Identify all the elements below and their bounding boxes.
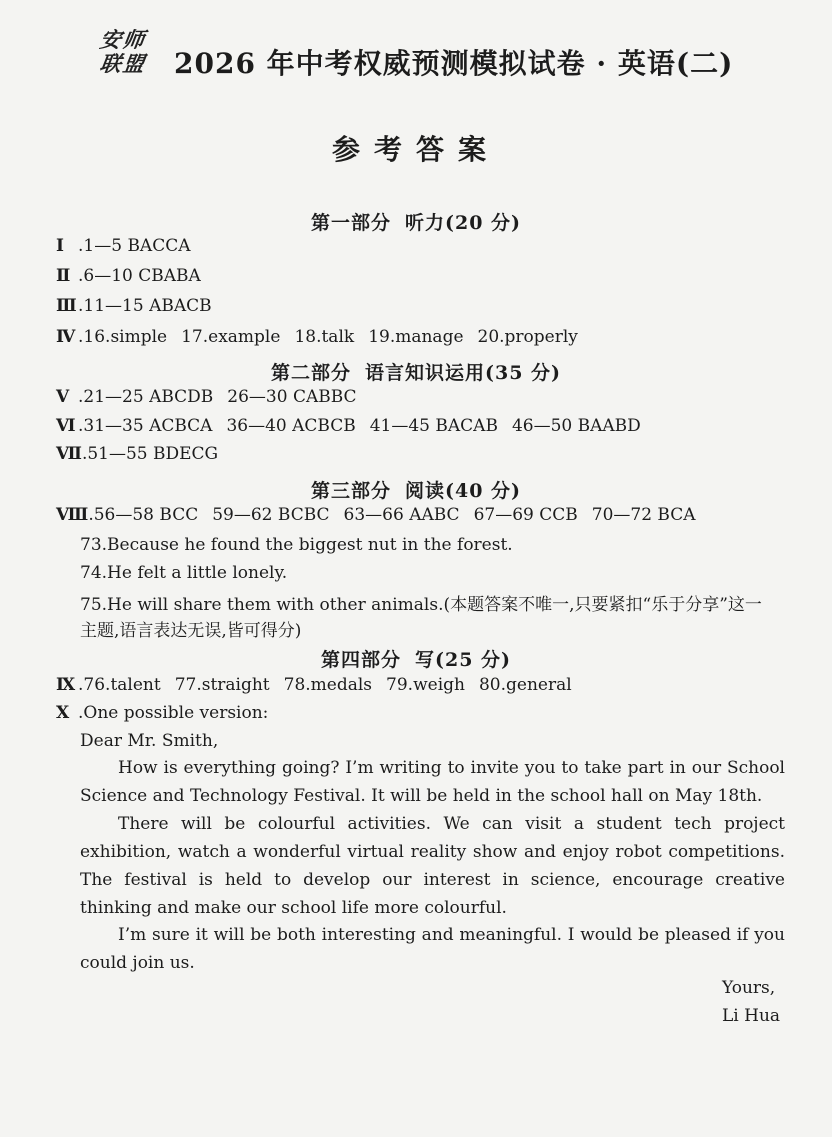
answer-75: 75.He will share them with other animals.(本题答案不唯一,只要紧扣“乐于分享”这一 [80,595,762,615]
answer-74: 74.He felt a little lonely. [80,563,288,583]
letter-closing: Yours, [722,978,776,998]
letter-paragraph-2: There will be colourful activities. We can visit a student tech project exhibition, watch a wonderful virtual reality show and enjoy robot competitions. The festival is held to develop our interest in science, encourage creative thinking and make our school life more colourful. [80,814,785,918]
answer-row-8: Ⅷ.56—58 BCC 59—62 BCBC 63—66 AABC 67—69 CCB 70—72 BCA [56,505,696,525]
answer-row-1: Ⅰ .1—5 BACCA [56,236,191,256]
letter-paragraph-3: I’m sure it will be both interesting and meaningful. I would be pleased if you could join us. [80,925,785,973]
answer-row-6: Ⅵ .31—35 ACBCA 36—40 ACBCB 41—45 BACAB 46—50 BAABD [56,416,641,436]
publisher-logo: 安师 联盟 [98,27,148,76]
answer-row-5: Ⅴ .21—25 ABCDB 26—30 CABBC [56,387,357,407]
section-heading-part2: 第二部分 语言知识运用(35 分) [270,362,562,384]
exam-title: 2026 年中考权威预测模拟试卷 · 英语(二) [174,47,734,80]
letter-paragraph-1: How is everything going? I’m writing to invite you to take part in our School Science and Technology Festival. It will be held in the school hall on May 18th. [80,758,785,806]
answer-row-7: Ⅶ.51—55 BDECG [56,444,219,464]
answer-row-3: Ⅲ.11—15 ABACB [56,296,212,316]
exam-header [100,26,800,86]
section-heading-part4: 第四部分 写(25 分) [320,649,512,671]
answer-row-10: Ⅹ .One possible version: [56,703,269,723]
section-heading-part3: 第三部分 阅读(40 分) [310,480,522,502]
answer-75-note: 主题,语言表达无误,皆可得分) [80,621,302,641]
letter-greeting: Dear Mr. Smith, [80,731,219,751]
answer-row-4: Ⅳ .16.simple 17.example 18.talk 19.manage 20.properly [56,327,578,347]
answer-73: 73.Because he found the biggest nut in the forest. [80,535,513,555]
letter-signature: Li Hua [722,1006,781,1026]
answer-row-9: Ⅸ .76.talent 77.straight 78.medals 79.weigh 80.general [56,675,572,695]
section-heading-part1: 第一部分 听力(20 分) [310,212,522,234]
answer-row-2: Ⅱ .6—10 CBABA [56,266,201,286]
answer-key-title: 参考答案 [331,133,500,166]
